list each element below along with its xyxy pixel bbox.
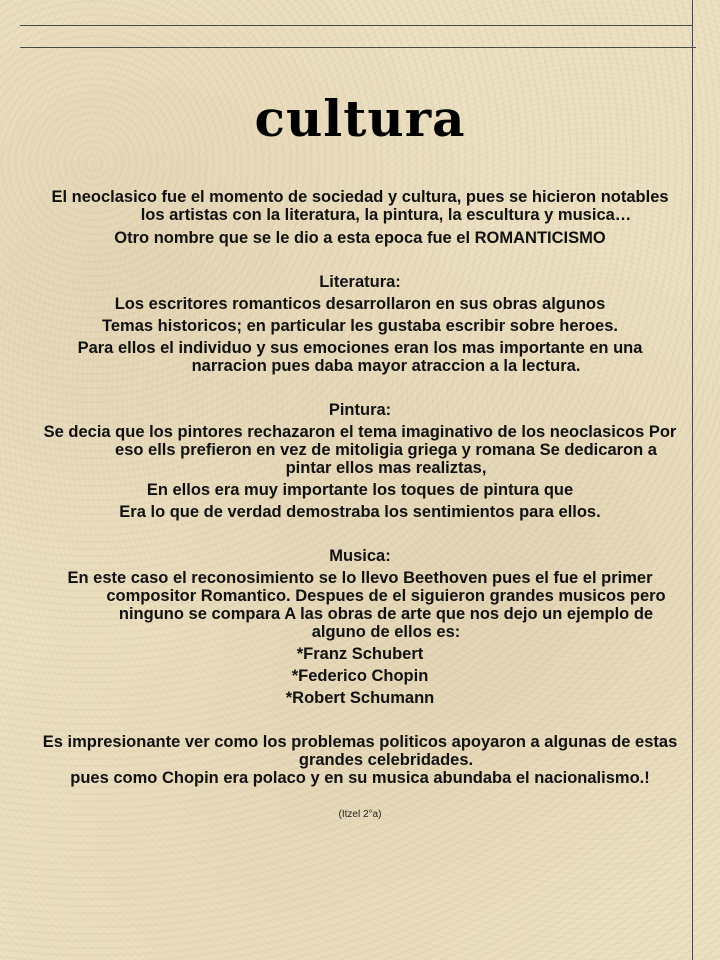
literatura-line-1: Los escritores romanticos desarrollaron en sus obras algunos: [114, 295, 606, 313]
closing-paragraph-2: pues como Chopin era polaco y en su musica abundaba el nacionalismo.!: [70, 769, 650, 787]
romanticism-paragraph: Otro nombre que se le dio a esta epoca fue el ROMANTICISMO: [114, 229, 606, 247]
page-title: cultura: [254, 89, 466, 148]
body-content: [40, 188, 680, 821]
closing-paragraph-1: Es impresionante ver como los problemas politicos apoyaron a algunas de estas grandes celebridades.: [42, 733, 678, 769]
musica-line-1: En este caso el reconosimiento se lo llevo Beethoven pues el fue el primer compositor Romantico. Despues de el siguieron grandes musicos pero ninguno se compara A las obras de arte que nos dejo un ejemplo de alguno de ellos es:: [67, 569, 666, 641]
literatura-line-2: Temas historicos; en particular les gustaba escribir sobre heroes.: [102, 317, 618, 335]
literatura-heading: Literatura:: [319, 273, 401, 291]
author-credit: (Itzel 2°a): [338, 809, 382, 820]
second-rule-line: [20, 47, 696, 48]
composer-list: [40, 645, 680, 707]
musica-heading: Musica:: [329, 547, 391, 565]
pintura-heading: Pintura:: [328, 401, 392, 419]
pintura-line-3: Era lo que de verdad demostraba los sentimientos para ellos.: [119, 503, 601, 521]
pintura-line-1: Se decia que los pintores rechazaron el tema imaginativo de los neoclasicos Por eso ells prefieron en vez de mitoligia griega y romana Se dedicaron a pintar ellos mas realiztas,: [43, 423, 677, 477]
composer-item: *Robert Schumann: [285, 689, 435, 707]
composer-item: *Federico Chopin: [291, 667, 429, 685]
pintura-line-2: En ellos era muy importante los toques de pintura que: [146, 481, 574, 499]
composer-item: *Franz Schubert: [296, 645, 424, 663]
intro-paragraph: El neoclasico fue el momento de sociedad y cultura, pues se hicieron notables los artistas con la literatura, la pintura, la escultura y musica…: [51, 188, 669, 224]
top-rule-line: [20, 25, 692, 26]
literatura-line-3: Para ellos el individuo y sus emociones eran los mas importante en una narracion pues daba mayor atraccion a la lectura.: [77, 339, 643, 375]
